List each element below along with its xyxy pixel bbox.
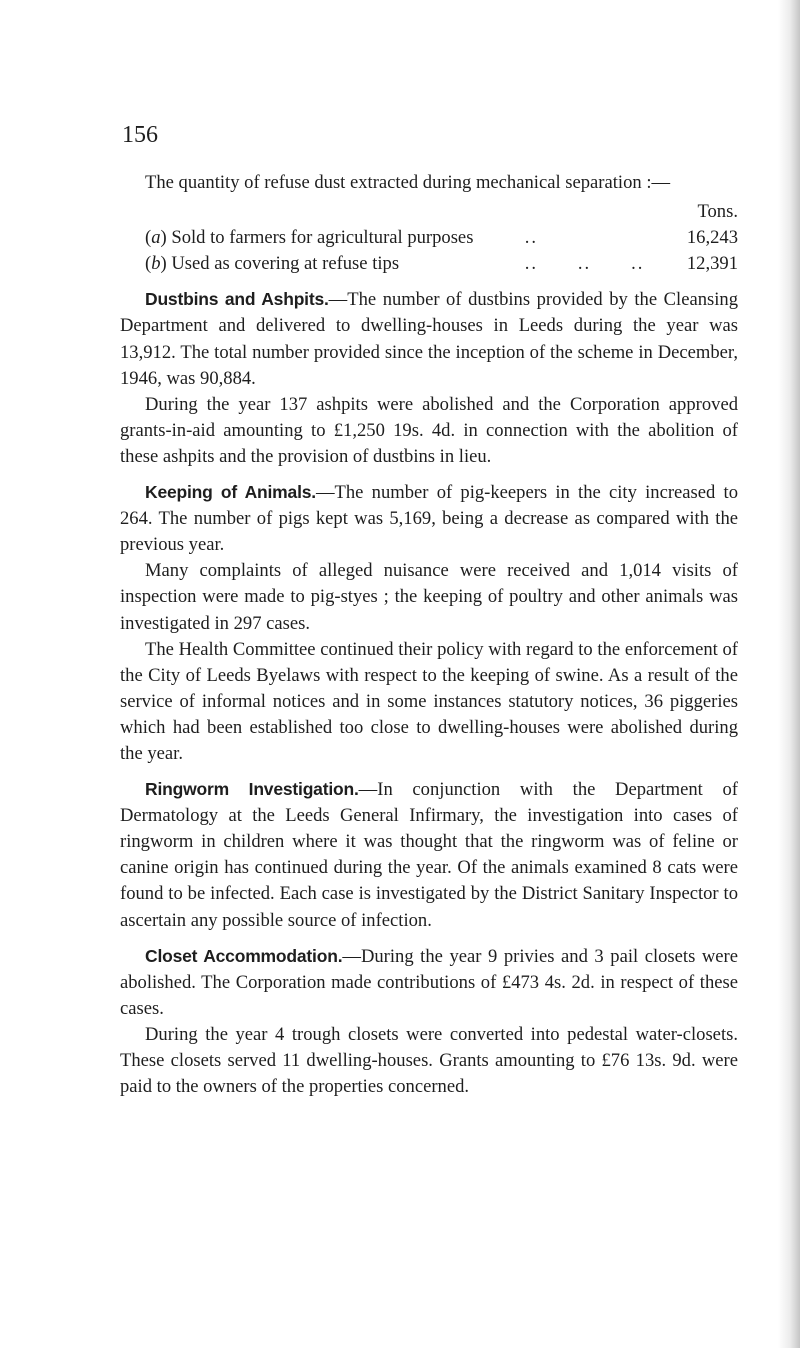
dustbins-paragraph-2: During the year 137 ashpits were abolished and the Corporation approved grants-in-aid amounting to £1,250 19s. 4d. in connection with the abolition of these ashpits and the provision of dustbins in lieu.	[120, 393, 738, 467]
animals-paragraph-2: Many complaints of alleged nuisance were received and 1,014 visits of inspection were made to pig-styes ; the keeping of poultry and other animals was investigated in 297 cases.	[120, 560, 738, 634]
row-value: 16,243	[686, 227, 738, 249]
animals-paragraph-1: Keeping of Animals.—The number of pig-keepers in the city increased to 264. The number of pigs kept was 5,169, being a decrease as compared with the previous year.	[120, 482, 738, 556]
page-number: 156	[122, 122, 158, 148]
row-marker: a	[151, 227, 161, 249]
intro-paragraph: The quantity of refuse dust extracted during mechanical separation :—	[145, 172, 671, 193]
row-value: 12,391	[686, 253, 738, 275]
ringworm-paragraph-1: Ringworm Investigation.—In conjunction with the Department of Dermatology at the Leeds General Infirmary, the investigation into cases of ringworm in children where it was thought that the ringworm was of feline or canine origin has continued during the year. Of the animals examined 8 cats were found to be infected. Each case is investigated by the District Sanitary Inspector to ascertain any possible source of infection.	[120, 779, 739, 931]
dustbins-paragraph-1: Dustbins and Ashpits.—The number of dustbins provided by the Cleansing Department and delivered to dwelling-houses in Leeds during the year was 13,912. The total number provided since the inception of the scheme in December, 1946, was 90,884.	[120, 289, 738, 389]
row-leader: .. .. ..	[524, 253, 645, 275]
page-body	[120, 170, 738, 1100]
page-edge-shadow	[778, 0, 800, 1348]
row-label: (b) Used as covering at refuse tips	[145, 253, 400, 275]
section-heading-ringworm: Ringworm Investigation.	[145, 779, 359, 800]
animals-paragraph-3: The Health Committee continued their policy with regard to the enforcement of the City of Leeds Byelaws with respect to the keeping of swine. As a result of the service of informal notices and in some instances statutory notices, 36 piggeries which had been established too close to dwelling-houses were abolished during the year.	[120, 638, 738, 764]
section-heading-closets: Closet Accommodation.	[145, 945, 343, 966]
table-row	[120, 251, 738, 277]
refuse-dust-table	[120, 225, 738, 277]
row-leader: ..	[524, 227, 538, 249]
row-label: (a) Sold to farmers for agricultural purposes	[145, 227, 474, 249]
section-heading-dustbins: Dustbins and Ashpits.	[145, 289, 329, 310]
table-unit-header: Tons.	[697, 201, 738, 223]
closets-paragraph-2: During the year 4 trough closets were converted into pedestal water-closets. These closets served 11 dwelling-houses. Grants amounting to £76 13s. 9d. were paid to the owners of the properties concerned.	[120, 1023, 738, 1098]
section-heading-animals: Keeping of Animals.	[145, 482, 316, 503]
closets-paragraph-1: Closet Accommodation.—During the year 9 privies and 3 pail closets were abolished. The Corporation made contributions of £473 4s. 2d. in respect of these cases.	[120, 945, 738, 1019]
table-row	[120, 225, 738, 251]
row-marker: b	[151, 253, 161, 275]
